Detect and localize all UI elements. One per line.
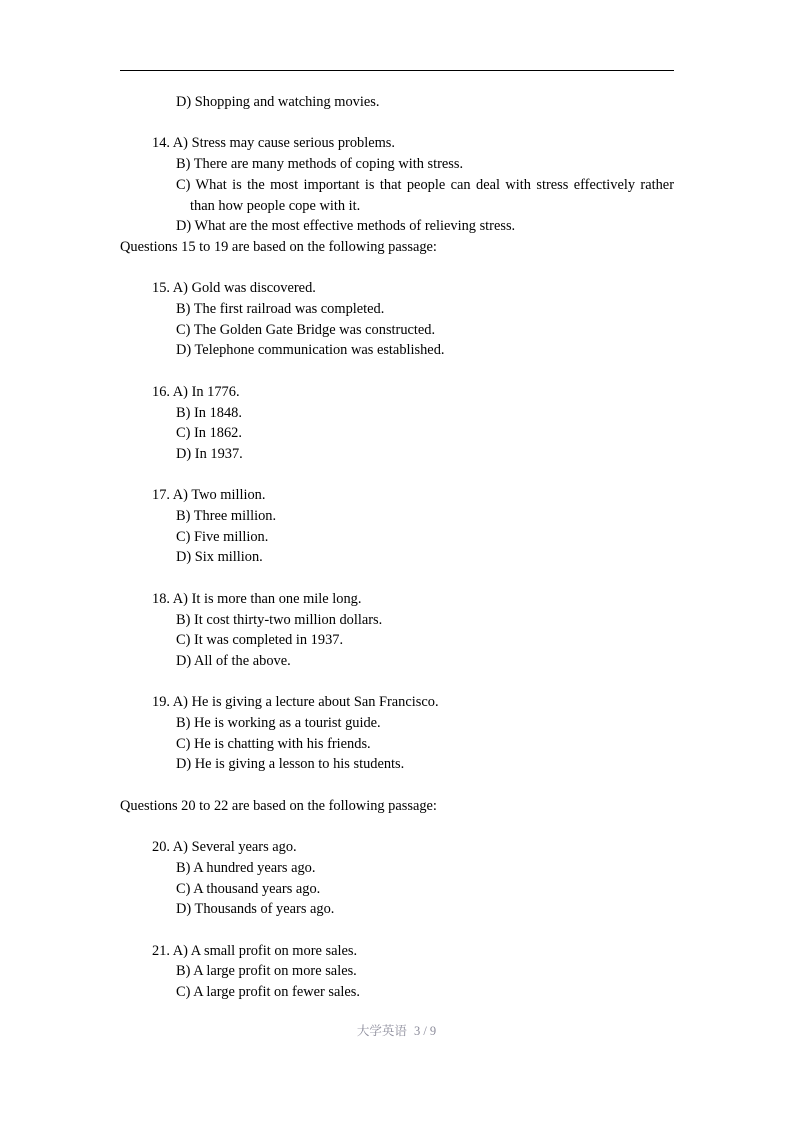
blank-line	[120, 361, 674, 382]
text-line: D) Thousands of years ago.	[176, 901, 335, 918]
text-line: 19. A) He is giving a lecture about San Francisco.	[152, 694, 439, 711]
text-line: 17. A) Two million.	[152, 487, 266, 504]
text-line: D) All of the above.	[176, 652, 291, 669]
text-line: B) He is working as a tourist guide.	[176, 715, 381, 731]
text-line: B) A hundred years ago.	[176, 859, 316, 876]
blank-line	[120, 258, 674, 279]
text-line: 20. A) Several years ago.	[152, 839, 297, 856]
text-line: B) There are many methods of coping with stress.	[176, 156, 464, 173]
text-line: D) What are the most effective methods of relieving stress.	[176, 218, 516, 235]
text-line: B) Three million.	[176, 508, 277, 524]
text-line: B) A large profit on more sales.	[176, 963, 357, 980]
text-line: 18. A) It is more than one mile long.	[152, 590, 362, 607]
text-line: Questions 15 to 19 are based on the following passage:	[120, 238, 437, 255]
text-line: C) It was completed in 1937.	[176, 632, 344, 649]
text-line: C) He is chatting with his friends.	[176, 735, 371, 752]
page-footer	[0, 1023, 793, 1039]
blank-line	[120, 920, 674, 941]
footer-page-number: 3 / 9	[413, 1024, 437, 1038]
text-line: D) In 1937.	[176, 445, 243, 462]
text-line: D) Telephone communication was established.	[176, 342, 445, 359]
text-line: Questions 20 to 22 are based on the following passage:	[120, 797, 437, 814]
blank-line	[120, 113, 674, 134]
blank-line	[120, 817, 674, 838]
footer-course-label: 大学英语	[356, 1024, 407, 1038]
header-divider	[120, 70, 674, 71]
text-line: B) In 1848.	[176, 404, 242, 421]
text-line: D) He is giving a lesson to his students.	[176, 756, 405, 773]
blank-line	[120, 465, 674, 486]
text-line: C) The Golden Gate Bridge was constructed.	[176, 321, 436, 338]
blank-line	[120, 672, 674, 693]
blank-line	[120, 568, 674, 589]
text-line: B) It cost thirty-two million dollars.	[176, 611, 383, 628]
text-line: C) What is the most important is that people can deal with stress effectively rather than how people cope with it.	[176, 176, 674, 214]
text-line: D) Shopping and watching movies.	[176, 94, 380, 110]
text-line: C) A thousand years ago.	[176, 880, 321, 897]
text-line: 14. A) Stress may cause serious problems.	[152, 135, 396, 152]
text-line: C) A large profit on fewer sales.	[176, 984, 360, 1001]
text-line: 15. A) Gold was discovered.	[152, 280, 316, 297]
text-line: C) Five million.	[176, 528, 269, 545]
text-line: C) In 1862.	[176, 425, 242, 442]
text-line: 16. A) In 1776.	[152, 383, 240, 400]
blank-line	[120, 775, 674, 796]
text-line: 21. A) A small profit on more sales.	[152, 942, 358, 959]
document-body	[120, 92, 674, 1003]
text-line: B) The first railroad was completed.	[176, 301, 385, 317]
text-line: D) Six million.	[176, 549, 263, 566]
